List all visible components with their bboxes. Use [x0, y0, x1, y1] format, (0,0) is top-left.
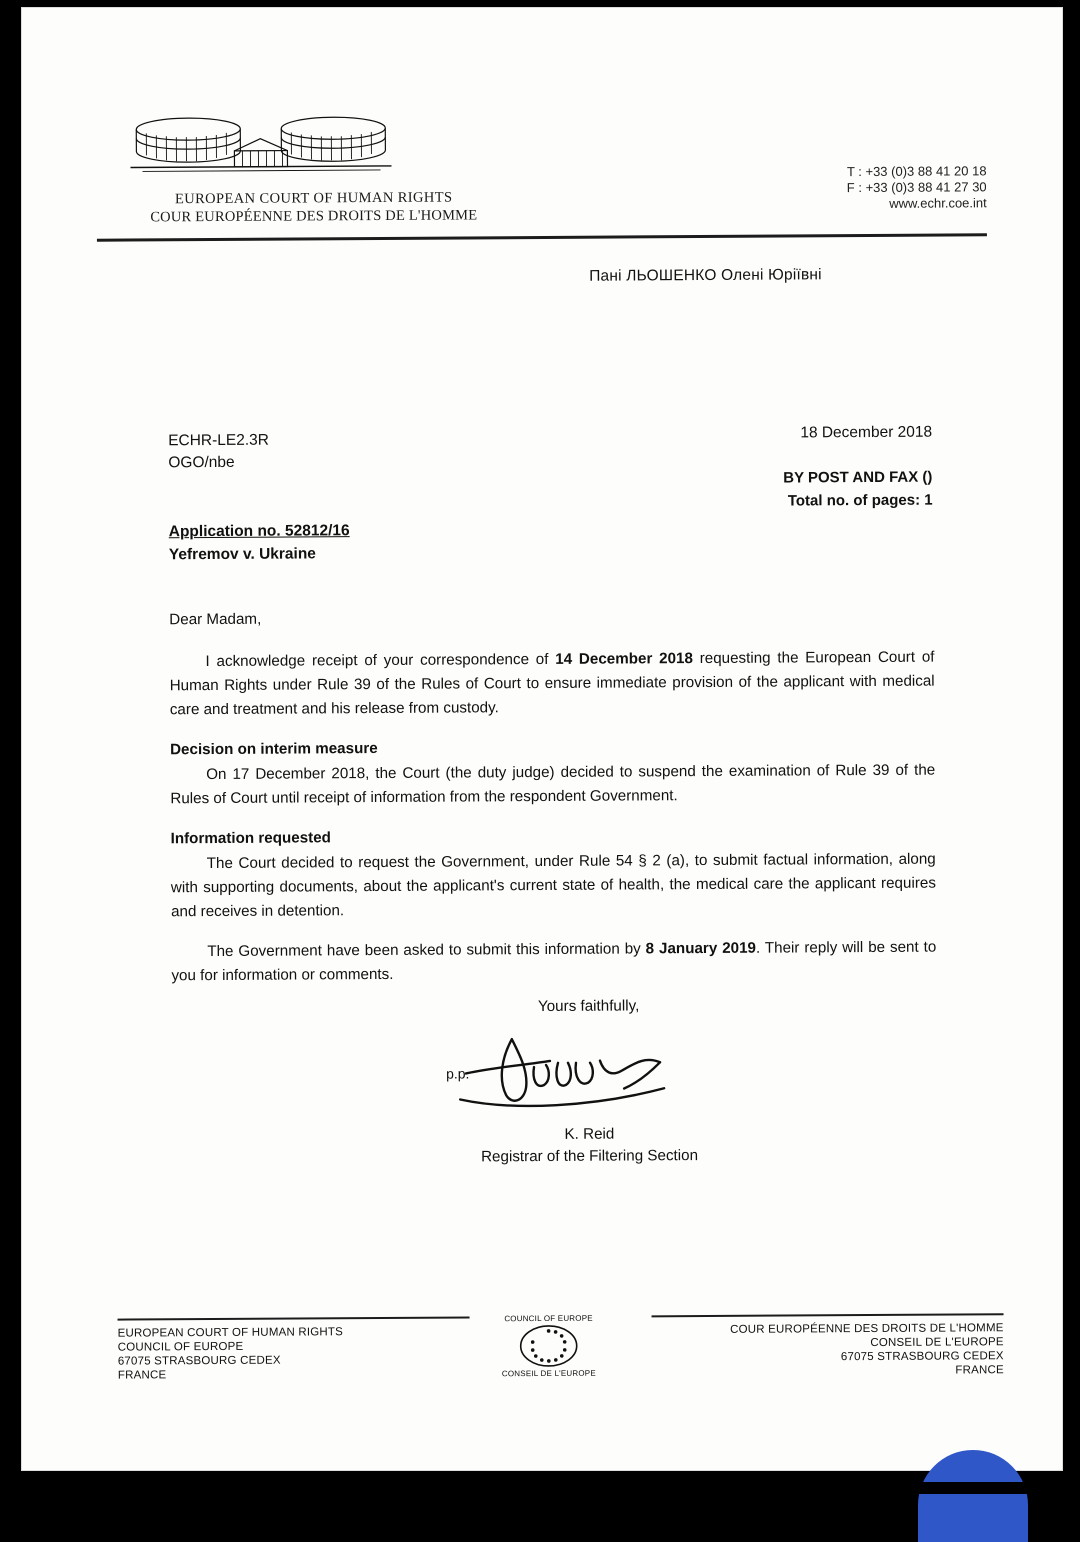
application-number: Application no. 52812/16 — [168, 522, 350, 541]
paragraph-decision: On 17 December 2018, the Court (the duty judge) decided to suspend the examination of Rule 39 of the Rules of Court until receipt of information from the respondent Government. — [170, 761, 936, 808]
echr-building-logo-icon — [128, 104, 393, 176]
page-count: Total no. of pages: 1 — [787, 491, 933, 510]
council-of-europe-emblem-icon — [501, 1314, 597, 1379]
subject-block — [169, 519, 350, 566]
signer-details — [424, 1123, 754, 1169]
para4-post: . Their reply will be sent to you for information or comments. — [171, 938, 937, 985]
scanned-document-page — [22, 8, 1062, 1470]
reference-block — [168, 430, 269, 475]
footer-right-line-2: CONSEIL DE L'EUROPE — [870, 1336, 1004, 1350]
page-content — [22, 8, 1062, 1470]
footer-left-line-2: COUNCIL OF EUROPE — [117, 1340, 244, 1354]
paragraph-government-reply — [171, 936, 936, 989]
addressee-name: Пані ЛЬОШЕНКО Олені Юріївні — [589, 266, 822, 285]
fax-number: F : +33 (0)3 88 41 27 30 — [846, 179, 987, 196]
per-procurationem-mark: p.p. — [445, 1065, 470, 1082]
footer-right-line-3: 67075 STRASBOURG CEDEX — [840, 1350, 1004, 1364]
contact-details — [847, 163, 987, 212]
telephone-number: T : +33 (0)3 88 41 20 18 — [846, 163, 987, 180]
delivery-block — [783, 466, 932, 513]
emblem-caption-top: COUNCIL OF EUROPE — [504, 1313, 593, 1324]
para1-post: requesting the European Court of Human Rights under Rule 39 of the Rules of Court to ensure immediate provision of the applicant with medical care and treatment and his release from custody. — [169, 648, 935, 719]
footer-right-line-4: FRANCE — [955, 1364, 1004, 1377]
para1-date: 14 December 2018 — [555, 650, 693, 668]
reference-initials: OGO/nbe — [168, 453, 235, 472]
org-name-fr: COUR EUROPÉENNE DES DROITS DE L'HOMME — [150, 207, 478, 226]
header-divider — [97, 233, 987, 241]
footer-divider-right — [652, 1313, 1004, 1317]
salutation: Dear Madam, — [169, 610, 262, 629]
para4-date: 8 January 2019 — [645, 939, 757, 958]
paragraph-information: The Court decided to request the Government, under Rule 54 § 2 (a), to submit factual information, along with supporting documents, about the applicant's current state of health, the medical care the applicant requires and receives in detention. — [170, 850, 936, 921]
footer-divider-left — [118, 1316, 470, 1320]
footer-left-line-4: FRANCE — [117, 1369, 167, 1382]
case-name: Yefremov v. Ukraine — [168, 545, 316, 564]
paragraph-acknowledgement — [169, 646, 934, 723]
reference-code: ECHR-LE2.3R — [168, 431, 270, 450]
footer-left-line-1: EUROPEAN COURT OF HUMAN RIGHTS — [117, 1326, 344, 1340]
signature-block — [424, 997, 755, 1169]
signer-name: K. Reid — [564, 1125, 615, 1143]
para4-pre: The Government have been asked to submit this information by — [207, 940, 646, 961]
footer-address-fr — [730, 1321, 1004, 1379]
delivery-method: BY POST AND FAX () — [783, 468, 933, 487]
letterhead — [22, 8, 1058, 226]
signer-title: Registrar of the Filtering Section — [481, 1147, 699, 1166]
heading-information-requested: Information requested — [170, 829, 331, 848]
emblem-caption-bottom: CONSEIL DE L'EUROPE — [501, 1368, 596, 1379]
letter-body — [169, 604, 936, 1005]
page-bottom-edge — [0, 1482, 1080, 1494]
heading-decision-on-interim-measure: Decision on interim measure — [170, 740, 378, 759]
signature-area — [424, 1018, 755, 1125]
footer-address-en — [118, 1325, 344, 1382]
organisation-names — [99, 188, 529, 227]
letter-date: 18 December 2018 — [800, 423, 933, 442]
org-name-en: EUROPEAN COURT OF HUMAN RIGHTS — [174, 189, 453, 208]
footer-left-line-3: 67075 STRASBOURG CEDEX — [117, 1354, 281, 1368]
closing-phrase: Yours faithfully, — [537, 997, 640, 1016]
handwritten-signature-icon — [454, 1026, 715, 1123]
footer-right-line-1: COUR EUROPÉENNE DES DROITS DE L'HOMME — [730, 1322, 1004, 1336]
para1-pre: I acknowledge receipt of your correspondence of — [205, 650, 556, 671]
website-url: www.echr.coe.int — [889, 195, 987, 211]
